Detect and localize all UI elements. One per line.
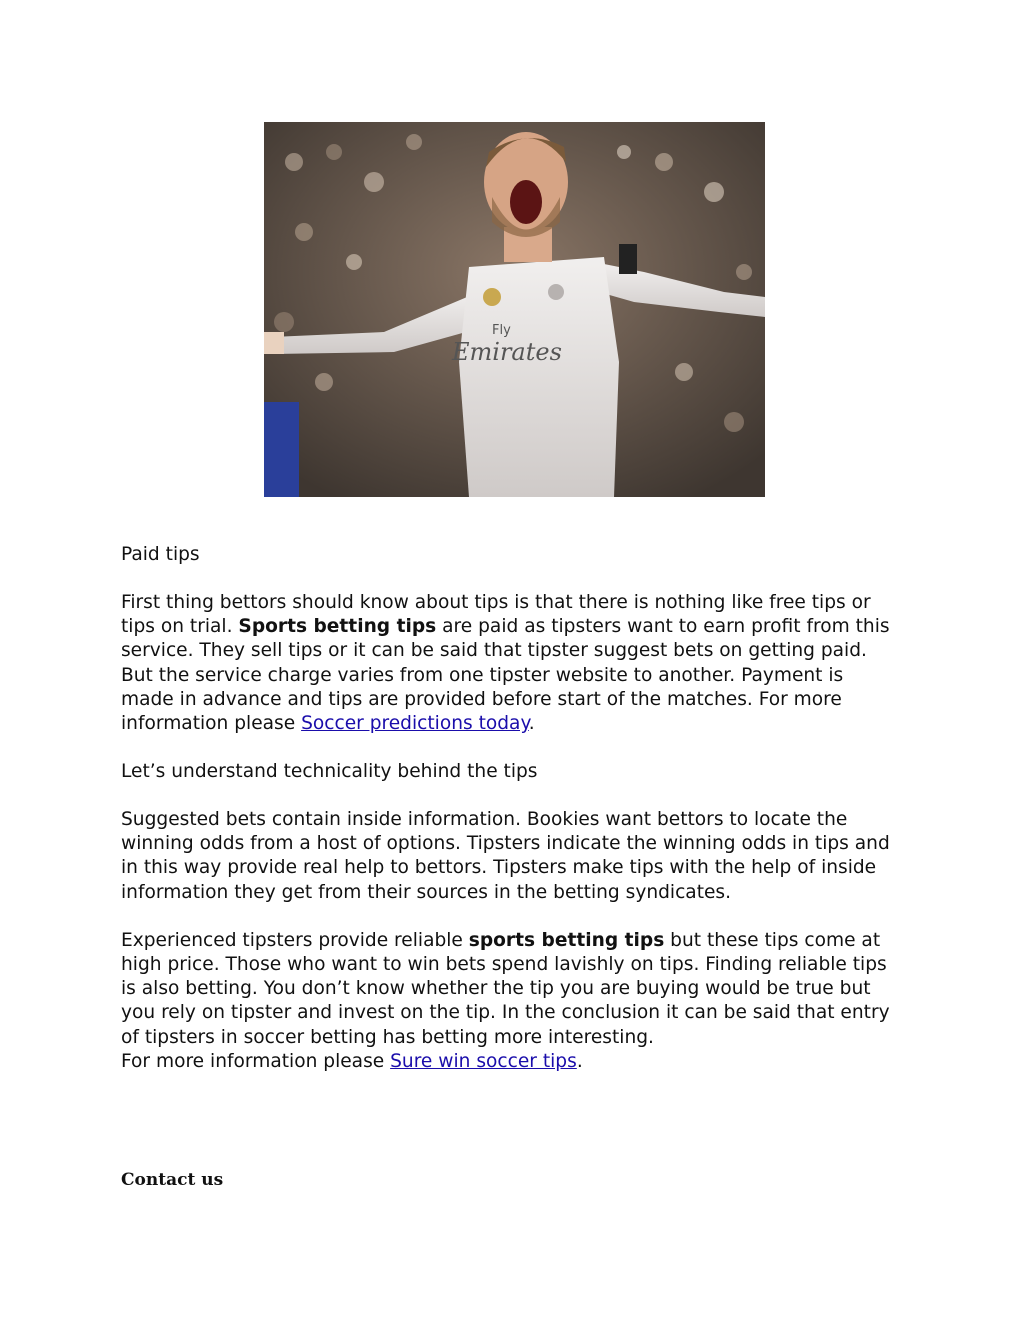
bold-keyword: sports betting tips xyxy=(468,929,665,951)
svg-text:Emirates: Emirates xyxy=(452,338,562,366)
paragraph-suggested-bets: Suggested bets contain inside information. Bookies want bettors to locate the winning odds from a host of options. Tipsters indicate the winning odds in tips and in this way provide real help to bettors. Tipsters make tips with the help of inside information they get from their sources in the betting syndicates. xyxy=(121,808,890,903)
bold-keyword: Sports betting tips xyxy=(238,616,437,638)
text-span: . xyxy=(576,1051,583,1073)
contact-heading: Contact us xyxy=(121,1170,224,1190)
soccer-player-celebrating-photo xyxy=(264,122,765,497)
paragraph-paid-tips xyxy=(121,591,901,737)
soccer-predictions-today-link[interactable]: Soccer predictions today xyxy=(301,713,529,735)
text-span: . xyxy=(528,713,535,735)
sure-win-soccer-tips-link[interactable]: Sure win soccer tips xyxy=(390,1051,577,1073)
text-span: but these tips come at high price. Those who want to win bets spend lavishly on tips. Finding reliable tips is also betting. You don’t know whether the tip you are buying would be true but you rely on tipster and invest on the tip. In the conclusion it can be said that entry of tipsters in soccer betting has betting more interesting. xyxy=(121,929,890,1048)
article-body xyxy=(121,543,901,1098)
svg-text:Fly: Fly xyxy=(492,323,511,338)
section-heading-paid-tips: Paid tips xyxy=(121,544,200,565)
paragraph-more-info xyxy=(121,1050,901,1074)
text-span: First thing bettors should know about tips is that there is nothing like free tips or tips on trial. xyxy=(121,591,871,638)
section-heading-technicality: Let’s understand technicality behind the tips xyxy=(121,761,538,783)
text-span: For more information please xyxy=(121,1051,391,1073)
paragraph-experienced-tipsters xyxy=(121,929,901,1050)
text-span: Experienced tipsters provide reliable xyxy=(121,929,469,951)
player-photo xyxy=(264,122,765,497)
text-span: are paid as tipsters want to earn profit from this service. They sell tips or it can be said that tipster suggest bets on getting paid. But the service charge varies from one tipster website to another. Payment is made in advance and tips are provided before start of the matches. For more information please xyxy=(121,616,890,735)
